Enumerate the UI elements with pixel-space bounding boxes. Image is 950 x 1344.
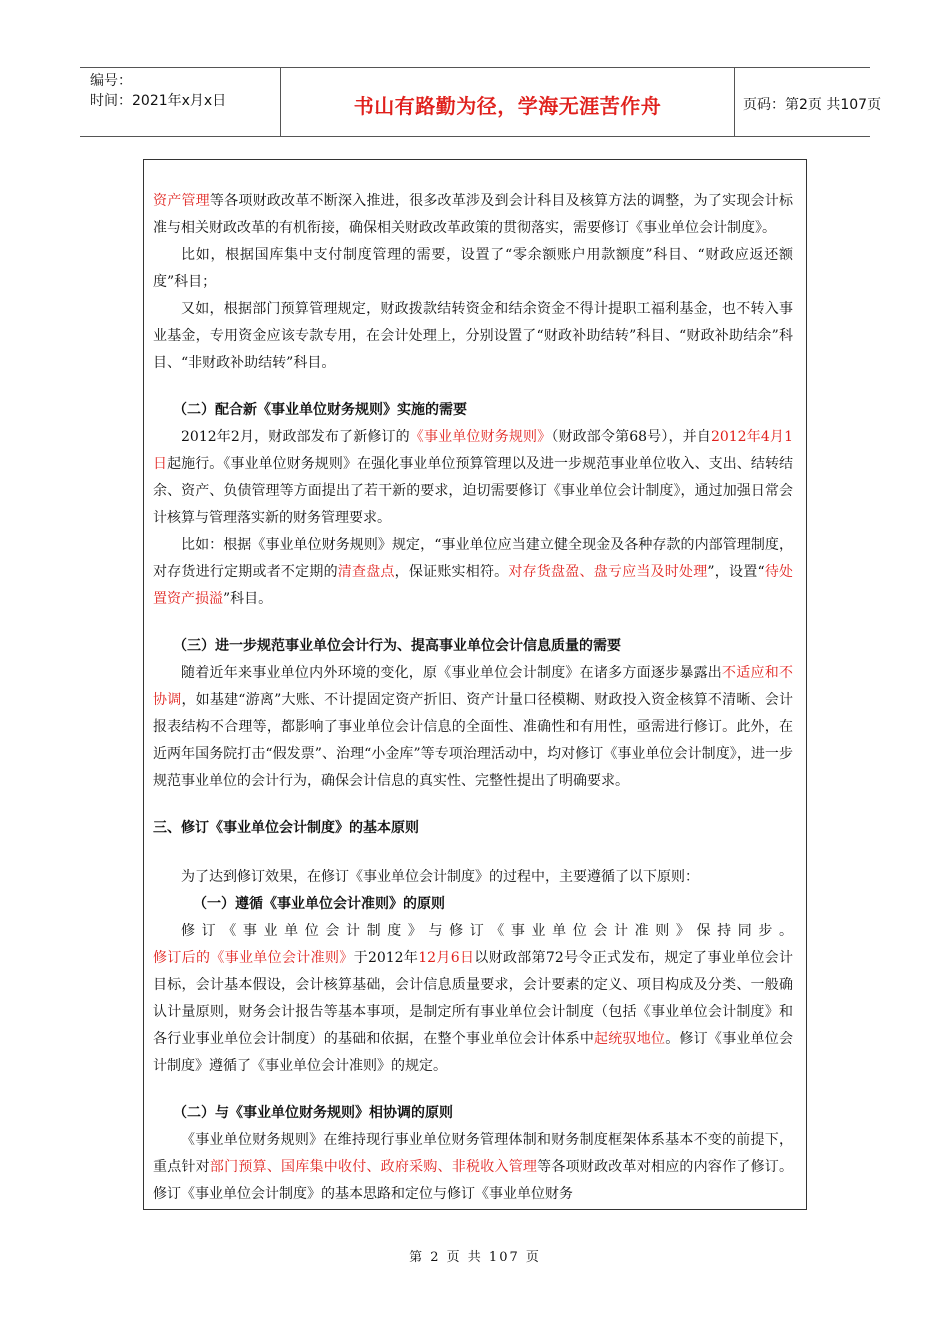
paragraph [153,188,793,242]
paragraph: 又如，根据部门预算管理规定，财政拨款结转资金和结余资金不得计提职工福利基金，也不转入事业基金，专用资金应该专款专用，在会计处理上，分别设置了“财政补助结转”科目、“财政补助结余”科目、“非财政补助结转”科目。 [153,301,793,371]
motto: 书山有路勤为径，学海无涯苦作舟 [353,94,662,118]
text: （财政部令第68号），并自 [551,429,711,445]
paragraph [153,532,793,613]
text: ”科目。 [223,591,273,607]
text: 。修订《事业单位会计制度》遵循了《事业单位会计准则》的规定。 [153,1031,794,1074]
highlight-text: 2012年4月1日 [153,429,793,472]
paragraph [153,660,793,795]
spacer [153,613,793,633]
subheading: （二）与《事业单位财务规则》相协调的原则 [173,1105,453,1121]
text: ，保证账实相符。 [394,564,509,580]
highlight-text: 《事业单位财务规则》 [409,429,552,445]
header-meta-cell [80,68,280,136]
page-info: 页码：第2页 共107页 [743,97,882,113]
paragraph [153,1127,793,1208]
text: 比如：根据《事业单位财务规则》规定，“事业单位应当建立健全现金及各种存款的内部管理制度，对存货进行定期或者不定期的 [153,537,793,580]
text: 起施行。《事业单位财务规则》在强化事业单位预算管理以及进一步规范事业单位收入、支出、结转结余、资产、负债管理等方面提出了若干新的要求，迫切需要修订《事业单位会计制度》，通过加强日常会计核算与管理落实新的财务管理要求。 [153,456,794,526]
spacer [153,842,793,864]
spacer [153,1080,793,1100]
subheading: （二）配合新《事业单位财务规则》实施的需要 [173,402,467,418]
text: 《事业单位财务规则》在维持现行事业单位财务管理体制和财务制度框架体系基本不变的前提下，重点针对 [153,1132,793,1175]
document-number-label: 编号： [90,73,132,89]
highlight-text: 待处置资产损溢 [153,564,794,607]
document-date: 时间：2021年x月x日 [90,93,227,109]
text: 随着近年来事业单位内外环境的变化，原《事业单位会计制度》在诸多方面逐步暴露出 [181,665,723,681]
text: 修订《事业单位会计制度》与修订《事业单位会计准则》保持同步。 [181,923,793,939]
section-heading: 三、修订《事业单位会计制度》的基本原则 [153,820,419,836]
spacer [153,795,793,815]
text: ，如基建“游离”大账、不计提固定资产折旧、资产计量口径模糊、财政投入资金核算不清晰、会计报表结构不合理等，都影响了事业单位会计信息的全面性、准确性和有用性，亟需进行修订。此外，在近两年国务院打击“假发票”、治理“小金库”等专项治理活动中，均对修订《事业单位会计制度》，进一步规范事业单位的会计行为，确保会计信息的真实性、完整性提出了明确要求。 [153,692,794,789]
text: ”，设置“ [707,564,765,580]
paragraph: 为了达到修订效果，在修订《事业单位会计制度》的过程中，主要遵循了以下原则： [181,869,699,885]
subheading: （三）进一步规范事业单位会计行为、提高事业单位会计信息质量的需要 [173,638,621,654]
highlight-text: 清查盘点 [337,564,395,580]
paragraph: 比如，根据国库集中支付制度管理的需要，设置了“零余额账户用款额度”科目、“财政应返还额度”科目； [153,247,793,290]
spacer [153,377,793,397]
text: 等各项财政改革不断深入推进，很多改革涉及到会计科目及核算方法的调整，为了实现会计标准与相关财政改革的有机衔接，确保相关财政改革政策的贯彻落实，需要修订《事业单位会计制度》。 [153,193,794,236]
highlight-text: 修订后的《事业单位会计准则》 [153,950,354,966]
highlight-text: 不适应和不协调 [153,665,793,708]
header-table [80,67,882,137]
highlight-text: 资产管理 [153,193,210,209]
paragraph [153,424,793,532]
text: 以财政部第72号令正式发布，规定了事业单位会计目标，会计基本假设，会计核算基础，会计信息质量要求，会计要素的定义、项目构成及分类、一般确认计量原则，财务会计报告等基本事项，是制定所有事业单位会计制度（包括《事业单位会计制度》和各行业事业单位会计制度）的基础和依据，在整个事业单位会计体系中 [153,950,793,1047]
highlight-text: 起统驭地位 [594,1031,666,1047]
subheading: （一）遵循《事业单位会计准则》的原则 [193,896,445,912]
header-page-cell [735,68,882,136]
header-motto-cell [280,68,735,136]
text: 2012年2月，财政部发布了新修订的 [181,429,410,445]
page-footer: 第 2 页 共 107 页 [409,1250,541,1265]
text: 于2012年 [353,950,419,966]
highlight-text: 部门预算、国库集中收付、政府采购、非税收入管理 [209,1159,538,1175]
highlight-text: 对存货盘盈、盘亏应当及时处理 [508,564,708,580]
paragraph [153,918,793,1080]
document-body [153,188,793,1208]
highlight-text: 12月6日 [418,950,475,966]
text: 等各项财政改革对相应的内容作了修订。修订《事业单位会计制度》的基本思路和定位与修订《事业单位财务 [153,1159,794,1202]
